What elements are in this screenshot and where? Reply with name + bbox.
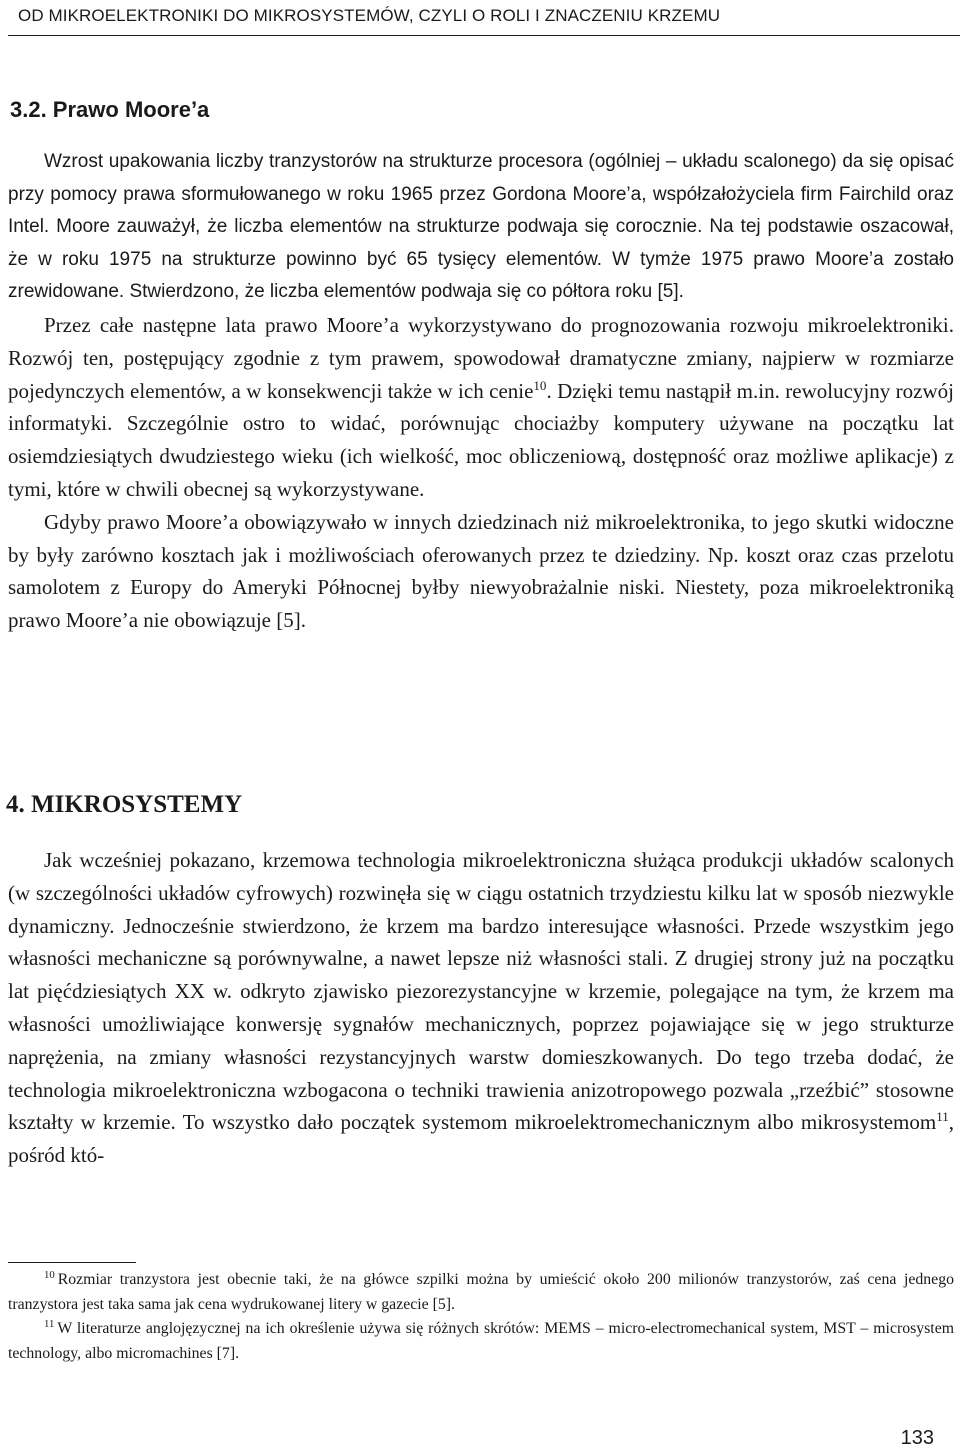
paragraph: [8, 309, 954, 506]
section-heading-3-2: 3.2. Prawo Moore’a: [10, 97, 210, 122]
section-4-body: [8, 844, 954, 1172]
footnote: [8, 1317, 954, 1366]
paragraph-text: , pośród któ-: [8, 1110, 954, 1168]
paragraph-text: Jak wcześniej pokazano, krzemowa technologia mikroelektroniczna służąca produkcji układów scalonych (w szczególności układów cyfrowych) rozwinęła się w ciągu ostatnich trzydziestu kilku lat w sposób niezwykle dynamiczny. Jednocześnie stwierdzono, że krzem ma bardzo interesujące własności. Przede wszystkim jego własności mechaniczne są porównywalne, a nawet lepsze niż własności stali. Z drugiej strony już na początku lat pięćdziesiątych XX w. odkryto zjawisko piezorezystancyjne w krzemie, polegające na tym, że krzem ma własności umożliwiające konwersję sygnałów mechanicznych, poprzez pojawiające się w jego strukturze naprężenia, na zmiany własności rezystancyjnych warstw domieszkowanych. Do tego trzeba dodać, że technologia mikroelektroniczna wzbogacona o techniki trawienia anizotropowego pozwala „rzeźbić” stosowne kształty w krzemie. To wszystko dało początek systemom mikroelektromechanicznym albo mikrosystemom: [8, 848, 954, 1135]
paragraph: [8, 506, 954, 637]
footnote-number: 10: [44, 1268, 55, 1281]
chapter-heading-mikrosystemy: 4. MIKROSYSTEMY: [6, 791, 243, 818]
running-header: OD MIKROELEKTRONIKI DO MIKROSYSTEMÓW, CZYLI O ROLI I ZNACZENIU KRZEMU: [18, 6, 721, 25]
footnote: [8, 1268, 954, 1317]
section-3-2-body: [8, 146, 954, 637]
footnotes: [8, 1268, 954, 1366]
footnote-divider: [8, 1262, 136, 1263]
paragraph: [8, 844, 954, 1172]
footnote-text: Rozmiar tranzystora jest obecnie taki, że na główce szpilki można by umieścić około 200 milionów tranzystorów, zaś cena jednego tranzystora jest taka sama jak cena wydrukowanej litery w gazecie [5].: [8, 1271, 954, 1313]
footnote-text: W literaturze anglojęzycznej na ich określenie używa się różnych skrótów: MEMS – micro-electromechanical system, MST – microsystem technology, albo micromachines [7].: [8, 1320, 954, 1362]
paragraph-text: Przez całe następne lata prawo Moore’a wykorzystywano do prognozowania rozwoju mikroelektroniki. Rozwój ten, postępujący zgodnie z tym prawem, spowodował dramatyczne zmiany, najpierw w rozmiarze pojedynczych elementów, a w konsekwencji także w ich cenie: [8, 312, 954, 403]
page-number: 133: [900, 1427, 934, 1449]
paragraph-text: . Dzięki temu nastąpił m.in. rewolucyjny rozwój informatyki. Szczególnie ostro to widać, porównując chociażby komputery używane na początku lat osiemdziesiątych dwudziestego wieku (ich wielkość, moc obliczeniową, dostępność oraz możliwe aplikacje) z tymi, które w chwili obecnej są wykorzystywane.: [8, 378, 954, 501]
footnote-reference[interactable]: 10: [533, 377, 547, 393]
header-divider: [8, 35, 960, 36]
paragraph-text: Gdyby prawo Moore’a obowiązywało w innych dziedzinach niż mikroelektronika, to jego skutki widoczne by były zarówno kosztach jak i możliwościach oferowanych przez te dziedziny. Np. koszt oraz czas przelotu samolotem z Europy do Ameryki Północnej byłby niewyobrażalnie niski. Niestety, poza mikroelektroniką prawo Moore’a nie obowiązuje [5].: [8, 509, 954, 633]
footnote-number: 11: [44, 1317, 55, 1330]
paragraph-text: Wzrost upakowania liczby tranzystorów na strukturze procesora (ogólniej – układu scalonego) da się opisać przy pomocy prawa sformułowanego w roku 1965 przez Gordona Moore’a, współzałożyciela firm Fairchild oraz Intel. Moore zauważył, że liczba elementów na strukturze podwaja się corocznie. Na tej podstawie oszacował, że w roku 1975 na strukturze powinno być 65 tysięcy elementów. W tymże 1975 prawo Moore’a zostało zrewidowane. Stwierdzono, że liczba elementów podwaja się co półtora roku [5].: [8, 151, 954, 303]
paragraph: [8, 146, 954, 309]
footnote-reference[interactable]: 11: [936, 1109, 949, 1125]
